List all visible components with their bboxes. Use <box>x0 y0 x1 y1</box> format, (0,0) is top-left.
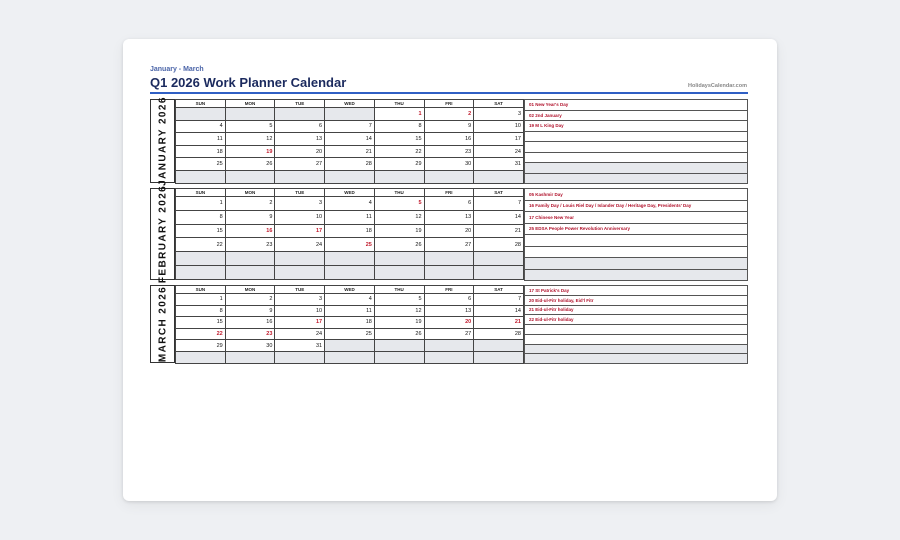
weekday-header: THU <box>374 286 424 294</box>
empty-day-cell <box>374 252 424 266</box>
day-cell[interactable]: 14 <box>474 305 524 317</box>
day-cell[interactable]: 31 <box>275 340 325 352</box>
day-cell[interactable]: 9 <box>424 120 474 133</box>
blank-note-row <box>525 173 748 184</box>
day-cell[interactable]: 2 <box>225 197 275 211</box>
month-block <box>150 285 748 363</box>
day-cell[interactable]: 9 <box>225 210 275 224</box>
day-cell[interactable]: 16 <box>225 224 275 238</box>
empty-day-cell <box>275 252 325 266</box>
day-cell[interactable]: 15 <box>374 133 424 146</box>
day-cell[interactable]: 3 <box>474 108 524 121</box>
month-grid <box>175 188 524 280</box>
day-cell[interactable]: 20 <box>275 145 325 158</box>
month-label: FEBRUARY 2026 <box>157 184 168 284</box>
page-title: Q1 2026 Work Planner Calendar <box>150 75 347 90</box>
holiday-note: 17 Chinese New Year <box>525 212 748 224</box>
day-cell[interactable]: 6 <box>424 197 474 211</box>
day-cell[interactable]: 29 <box>374 158 424 171</box>
weekday-header: TUE <box>275 100 325 108</box>
empty-day-cell <box>225 108 275 121</box>
day-cell[interactable]: 10 <box>474 120 524 133</box>
blank-note-row <box>525 344 748 354</box>
day-cell[interactable]: 28 <box>325 158 375 171</box>
day-cell[interactable]: 2 <box>225 294 275 306</box>
day-cell[interactable]: 15 <box>176 317 226 329</box>
day-cell[interactable]: 1 <box>176 197 226 211</box>
day-cell[interactable]: 16 <box>424 133 474 146</box>
weekday-header: SAT <box>474 100 524 108</box>
blank-note-row <box>525 269 748 281</box>
weekday-header: THU <box>374 100 424 108</box>
day-cell[interactable]: 5 <box>225 120 275 133</box>
week-row <box>176 252 524 266</box>
holiday-note: 21 Eid-ul-Fitr holiday <box>525 305 748 315</box>
holiday-notes <box>524 188 748 281</box>
day-cell[interactable]: 22 <box>374 145 424 158</box>
week-row <box>176 305 524 317</box>
weekday-header: WED <box>325 100 375 108</box>
blank-note-row <box>525 131 748 142</box>
week-row <box>176 294 524 306</box>
day-cell[interactable]: 3 <box>275 197 325 211</box>
day-cell[interactable]: 24 <box>275 328 325 340</box>
day-cell[interactable]: 31 <box>474 158 524 171</box>
day-cell[interactable]: 4 <box>176 120 226 133</box>
week-row <box>176 108 524 121</box>
blank-note-row <box>525 163 748 174</box>
day-cell[interactable]: 19 <box>225 145 275 158</box>
day-cell[interactable]: 4 <box>325 197 375 211</box>
day-cell[interactable]: 26 <box>225 158 275 171</box>
empty-day-cell <box>325 170 375 183</box>
week-row <box>176 238 524 252</box>
month-label-box <box>150 96 175 186</box>
empty-day-cell <box>325 265 375 279</box>
day-cell[interactable]: 1 <box>374 108 424 121</box>
day-cell[interactable]: 12 <box>374 210 424 224</box>
day-cell[interactable]: 26 <box>374 238 424 252</box>
blank-note-row <box>525 334 748 344</box>
day-cell[interactable]: 5 <box>374 197 424 211</box>
day-cell[interactable]: 13 <box>424 210 474 224</box>
empty-day-cell <box>225 170 275 183</box>
holiday-notes <box>524 99 748 184</box>
weekday-header: THU <box>374 189 424 197</box>
month-label: JANUARY 2026 <box>157 96 168 186</box>
empty-day-cell <box>275 351 325 363</box>
day-cell[interactable]: 7 <box>325 120 375 133</box>
site-credit: HolidaysCalendar.com <box>688 83 747 89</box>
holiday-note: 22 Eid-ul-Fitr holiday <box>525 315 748 325</box>
empty-day-cell <box>374 265 424 279</box>
week-row <box>176 340 524 352</box>
weekday-header: MON <box>225 100 275 108</box>
week-row <box>176 265 524 279</box>
day-cell[interactable]: 19 <box>374 224 424 238</box>
day-cell[interactable]: 6 <box>424 294 474 306</box>
week-row <box>176 120 524 133</box>
blank-note-row <box>525 142 748 153</box>
empty-day-cell <box>325 108 375 121</box>
empty-day-cell <box>424 265 474 279</box>
week-row <box>176 210 524 224</box>
holiday-note: 16 Family Day / Louis Riel Day / Islander Day / Heritage Day, Presidents' Day <box>525 200 748 212</box>
empty-day-cell <box>176 170 226 183</box>
weekday-header: SUN <box>176 189 226 197</box>
day-cell[interactable]: 27 <box>275 158 325 171</box>
day-cell[interactable]: 13 <box>424 305 474 317</box>
day-cell[interactable]: 11 <box>325 210 375 224</box>
day-cell[interactable]: 2 <box>424 108 474 121</box>
empty-day-cell <box>225 351 275 363</box>
day-cell[interactable]: 14 <box>325 133 375 146</box>
day-cell[interactable]: 7 <box>474 197 524 211</box>
holiday-note: 17 St Patrick's Day <box>525 286 748 296</box>
month-label-box <box>150 184 175 284</box>
day-cell[interactable]: 18 <box>176 145 226 158</box>
day-cell[interactable]: 17 <box>474 133 524 146</box>
day-cell[interactable]: 16 <box>225 317 275 329</box>
day-cell[interactable]: 26 <box>374 328 424 340</box>
empty-day-cell <box>176 351 226 363</box>
blank-note-row <box>525 325 748 335</box>
month-label: MARCH 2026 <box>157 285 168 363</box>
day-cell[interactable]: 25 <box>176 158 226 171</box>
day-cell[interactable]: 23 <box>424 145 474 158</box>
day-cell[interactable]: 17 <box>275 224 325 238</box>
month-block <box>150 184 748 284</box>
weekday-header: WED <box>325 189 375 197</box>
week-row <box>176 145 524 158</box>
empty-day-cell <box>424 252 474 266</box>
day-cell[interactable]: 27 <box>424 238 474 252</box>
title-divider <box>150 92 748 94</box>
day-cell[interactable]: 23 <box>225 238 275 252</box>
empty-day-cell <box>325 340 375 352</box>
weekday-header: SAT <box>474 189 524 197</box>
empty-day-cell <box>275 170 325 183</box>
day-cell[interactable]: 18 <box>325 224 375 238</box>
month-grid <box>175 99 524 184</box>
day-cell[interactable]: 14 <box>474 210 524 224</box>
day-cell[interactable]: 11 <box>325 305 375 317</box>
month-grid <box>175 285 524 364</box>
week-row <box>176 133 524 146</box>
empty-day-cell <box>374 170 424 183</box>
day-cell[interactable]: 3 <box>275 294 325 306</box>
holiday-note: 20 Eid-ul-Fitr holiday, Eid'l Fitr <box>525 295 748 305</box>
empty-day-cell <box>325 351 375 363</box>
month-block <box>150 96 748 186</box>
weekday-header: FRI <box>424 189 474 197</box>
day-cell[interactable]: 8 <box>374 120 424 133</box>
week-row <box>176 328 524 340</box>
empty-day-cell <box>225 252 275 266</box>
day-cell[interactable]: 25 <box>325 328 375 340</box>
weekday-header: SUN <box>176 286 226 294</box>
day-cell[interactable]: 20 <box>424 224 474 238</box>
day-cell[interactable]: 4 <box>325 294 375 306</box>
week-row <box>176 170 524 183</box>
empty-day-cell <box>176 252 226 266</box>
day-cell[interactable]: 10 <box>275 210 325 224</box>
week-row <box>176 158 524 171</box>
empty-day-cell <box>474 340 524 352</box>
empty-day-cell <box>275 265 325 279</box>
day-cell[interactable]: 24 <box>275 238 325 252</box>
day-cell[interactable]: 9 <box>225 305 275 317</box>
weekday-header: MON <box>225 286 275 294</box>
day-cell[interactable]: 30 <box>225 340 275 352</box>
week-row <box>176 317 524 329</box>
day-cell[interactable]: 5 <box>374 294 424 306</box>
day-cell[interactable]: 21 <box>474 224 524 238</box>
empty-day-cell <box>424 351 474 363</box>
weekday-header: FRI <box>424 286 474 294</box>
empty-day-cell <box>474 351 524 363</box>
week-row <box>176 351 524 363</box>
day-cell[interactable]: 25 <box>325 238 375 252</box>
blank-note-row <box>525 354 748 364</box>
week-row <box>176 224 524 238</box>
empty-day-cell <box>424 340 474 352</box>
day-cell[interactable]: 22 <box>176 328 226 340</box>
empty-day-cell <box>275 108 325 121</box>
day-cell[interactable]: 28 <box>474 238 524 252</box>
holiday-note: 05 Kashmir Day <box>525 189 748 201</box>
holiday-note: 02 2nd January <box>525 110 748 121</box>
month-label-box <box>150 285 175 363</box>
blank-note-row <box>525 258 748 270</box>
day-cell[interactable]: 18 <box>325 317 375 329</box>
day-cell[interactable]: 12 <box>374 305 424 317</box>
day-cell[interactable]: 29 <box>176 340 226 352</box>
day-cell[interactable]: 11 <box>176 133 226 146</box>
day-cell[interactable]: 1 <box>176 294 226 306</box>
holiday-note: 01 New Year's Day <box>525 100 748 111</box>
day-cell[interactable]: 23 <box>225 328 275 340</box>
empty-day-cell <box>176 108 226 121</box>
day-cell[interactable]: 12 <box>225 133 275 146</box>
empty-day-cell <box>225 265 275 279</box>
weekday-header: WED <box>325 286 375 294</box>
day-cell[interactable]: 13 <box>275 133 325 146</box>
day-cell[interactable]: 8 <box>176 210 226 224</box>
weekday-header: TUE <box>275 189 325 197</box>
day-cell[interactable]: 8 <box>176 305 226 317</box>
day-cell[interactable]: 6 <box>275 120 325 133</box>
day-cell[interactable]: 7 <box>474 294 524 306</box>
day-cell[interactable]: 24 <box>474 145 524 158</box>
holiday-notes <box>524 285 748 364</box>
weekday-header: SAT <box>474 286 524 294</box>
day-cell[interactable]: 20 <box>424 317 474 329</box>
empty-day-cell <box>474 170 524 183</box>
weekday-header: TUE <box>275 286 325 294</box>
day-cell[interactable]: 15 <box>176 224 226 238</box>
week-row <box>176 197 524 211</box>
empty-day-cell <box>325 252 375 266</box>
day-cell[interactable]: 21 <box>325 145 375 158</box>
holiday-note: 19 M L King Day <box>525 121 748 132</box>
day-cell[interactable]: 28 <box>474 328 524 340</box>
day-cell[interactable]: 22 <box>176 238 226 252</box>
holiday-note: 25 EDSA People Power Revolution Anniversary <box>525 223 748 235</box>
weekday-header: MON <box>225 189 275 197</box>
empty-day-cell <box>424 170 474 183</box>
day-cell[interactable]: 17 <box>275 317 325 329</box>
page-subtitle: January - March <box>150 66 204 73</box>
blank-note-row <box>525 152 748 163</box>
blank-note-row <box>525 235 748 247</box>
day-cell[interactable]: 21 <box>474 317 524 329</box>
empty-day-cell <box>474 252 524 266</box>
empty-day-cell <box>374 340 424 352</box>
day-cell[interactable]: 19 <box>374 317 424 329</box>
weekday-header: FRI <box>424 100 474 108</box>
day-cell[interactable]: 10 <box>275 305 325 317</box>
day-cell[interactable]: 30 <box>424 158 474 171</box>
day-cell[interactable]: 27 <box>424 328 474 340</box>
weekday-header: SUN <box>176 100 226 108</box>
empty-day-cell <box>176 265 226 279</box>
empty-day-cell <box>474 265 524 279</box>
blank-note-row <box>525 246 748 258</box>
empty-day-cell <box>374 351 424 363</box>
